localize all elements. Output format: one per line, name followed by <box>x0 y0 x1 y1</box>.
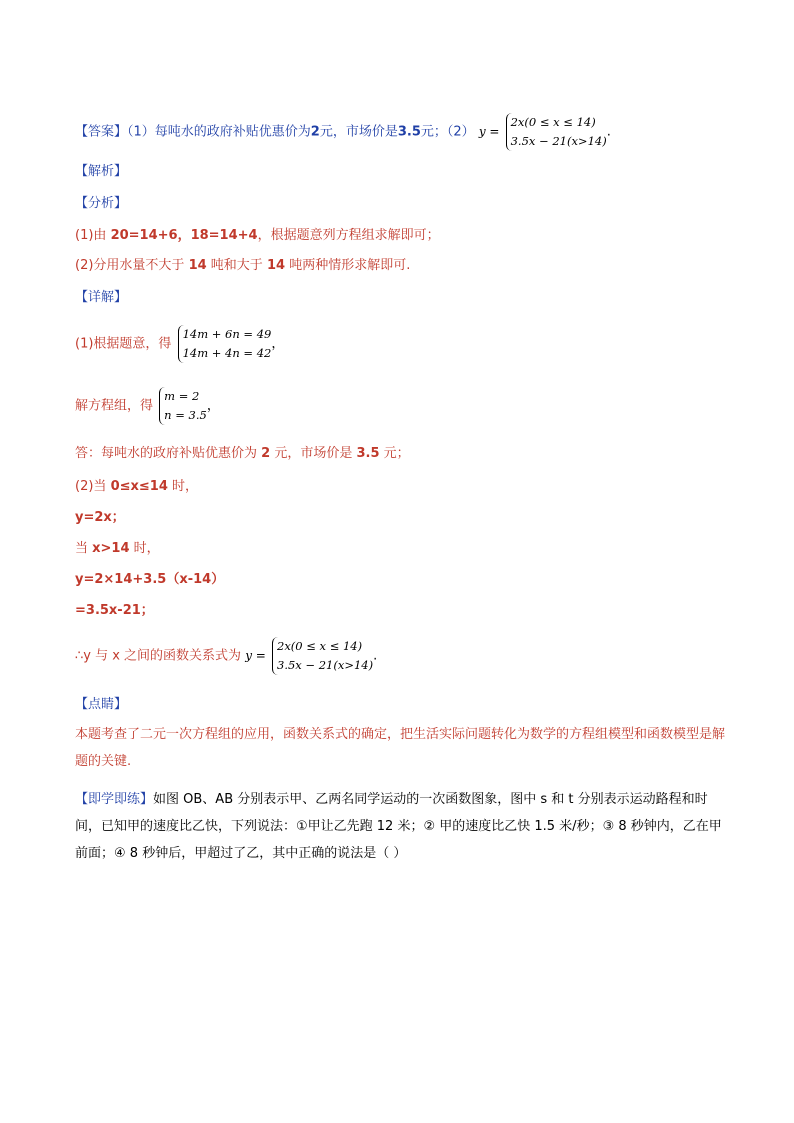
case-2-result: y=2×14+3.5（x-14） <box>75 572 225 587</box>
answer-line: 【答案】（1）每吨水的政府补贴优惠价为2元，市场价是3.5元；（2） y = 2x(0 ≤ x ≤ 14) 3.5x − 21(x>14) . <box>75 113 611 151</box>
fenxi-line-1: (1)由 20=14+6，18=14+4，根据题意列方程组求解即可； <box>75 228 440 243</box>
step2: 解方程组，得 m = 2 n = 3.5 ， <box>75 387 220 425</box>
system-eq-1: 14m + 6n = 49 14m + 4n = 42 <box>178 325 272 363</box>
case-2-simplified: =3.5x-21； <box>75 603 154 618</box>
step1: (1)根据题意，得 14m + 6n = 49 14m + 4n = 42 ， <box>75 325 284 363</box>
final-relation: ∴y 与 x 之间的函数关系式为 y = 2x(0 ≤ x ≤ 14) 3.5x − 21(x>14) . <box>75 637 377 675</box>
xiangjie-tag: 【详解】 <box>75 290 128 305</box>
final-piecewise: 2x(0 ≤ x ≤ 14) 3.5x − 21(x>14) <box>272 637 373 675</box>
answer-tag: 【答案】 <box>75 124 128 140</box>
practice-question: 【即学即练】如图 OB、AB 分别表示甲、乙两名同学运动的一次函数图象，图中 s 和 t 分别表示运动路程和时间，已知甲的速度比乙快，下列说法：①甲让乙先跑 12 米；② 甲的速度比乙快 1.5 米/秒；③ 8 秒钟内，乙在甲前面；④ 8 秒钟后，甲超过了乙，其中正确的说法是（ ） <box>75 792 722 861</box>
fenxi-line-2: (2)分用水量不大于 14 吨和大于 14 吨两种情形求解即可. <box>75 258 411 273</box>
case-1-result: y=2x； <box>75 510 125 525</box>
system-solution: m = 2 n = 3.5 <box>159 387 207 425</box>
dianjing-tag: 【点睛】 <box>75 697 128 712</box>
fenxi-tag: 【分析】 <box>75 196 128 211</box>
case-1-cond: (2)当 0≤x≤14 时， <box>75 479 199 494</box>
answer-piecewise: 2x(0 ≤ x ≤ 14) 3.5x − 21(x>14) <box>506 113 607 151</box>
analysis-tag: 【解析】 <box>75 164 128 179</box>
case-2-cond: 当 x>14 时， <box>75 541 160 556</box>
practice-tag: 【即学即练】 <box>75 792 154 807</box>
dianjing-text: 本题考查了二元一次方程组的应用，函数关系式的确定，把生活实际问题转化为数学的方程组模型和函数模型是解题的关键. <box>75 727 726 769</box>
answer-statement: 答：每吨水的政府补贴优惠价为 2 元，市场价是 3.5 元； <box>75 446 410 461</box>
